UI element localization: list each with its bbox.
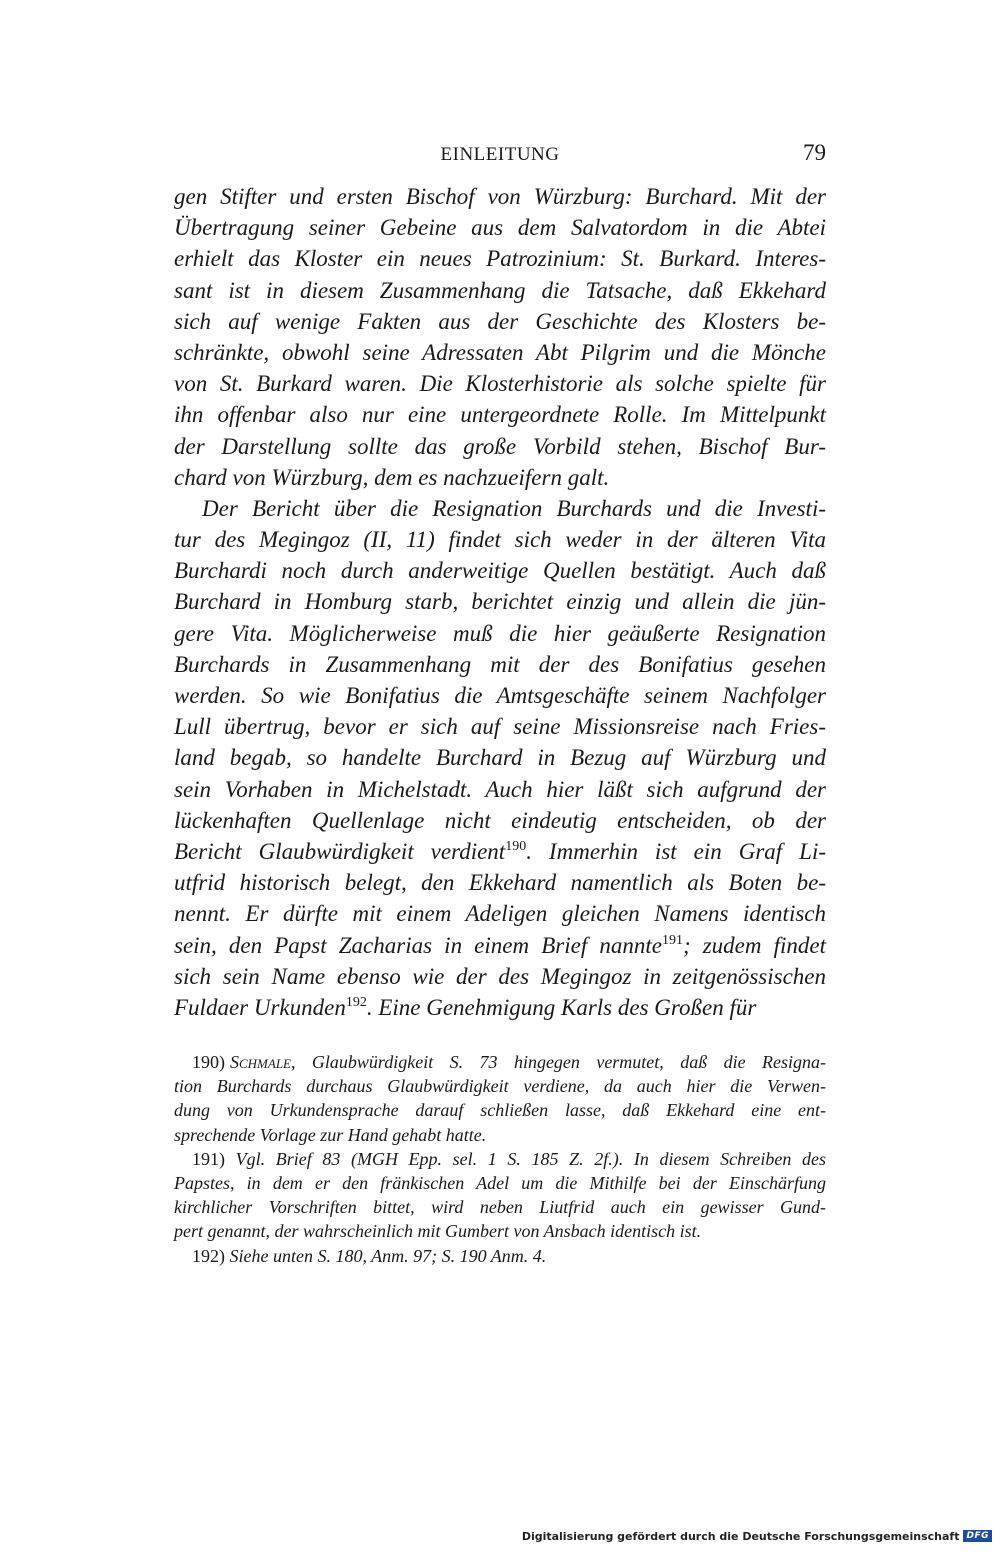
footnote-ref: 192 <box>345 994 367 1010</box>
page-header <box>174 140 826 170</box>
text-line <box>174 337 826 368</box>
text-line <box>174 181 826 212</box>
line-text: Der Bericht über die Resignation Burchards und die Investi- <box>202 495 826 521</box>
text-line <box>174 243 826 274</box>
footnote-text: tion Burchards durchaus Glaubwürdigkeit verdiene, da auch hier die Verwen- <box>174 1076 826 1097</box>
line-text: Lull übertrug, bevor er sich auf seine Missionsreise nach Fries- <box>174 714 826 740</box>
text-line <box>174 275 826 306</box>
line-text: sich sein Name ebenso wie der des Megingoz in zeitgenössischen <box>174 963 826 989</box>
text-line <box>174 836 826 867</box>
line-text: . Eine Genehmigung Karls des Großen für <box>366 994 757 1020</box>
line-text: gere Vita. Möglicherweise muß die hier geäußerte Resignation <box>174 620 826 646</box>
text-line <box>174 680 826 711</box>
text-line <box>174 711 826 742</box>
footnote-number: 191) <box>192 1148 225 1169</box>
footnote-number: 192) <box>192 1245 225 1266</box>
text-line <box>174 399 826 430</box>
text-line <box>174 555 826 586</box>
text-line <box>174 524 826 555</box>
line-text: erhielt das Kloster ein neues Patrozinium: St. Burkard. Interes- <box>174 246 826 272</box>
line-text: sich auf wenige Fakten aus der Geschichte des Klosters be- <box>174 308 826 334</box>
footnote-text: pert genannt, der wahrscheinlich mit Gumbert von Ansbach identisch ist. <box>174 1221 702 1242</box>
line-text: sant ist in diesem Zusammenhang die Tatsache, daß Ekkehard <box>174 277 826 303</box>
line-text: schränkte, obwohl seine Adressaten Abt Pilgrim und die Mönche <box>174 339 826 365</box>
line-text: nennt. Er dürfte mit einem Adeligen gleichen Namens identisch <box>174 901 826 927</box>
line-text: lückenhaften Quellenlage nicht eindeutig entscheiden, ob der <box>174 807 826 833</box>
footnote-line <box>174 1171 826 1195</box>
text-line <box>174 867 826 898</box>
footnote-text: kirchlicher Vorschriften bittet, wird neben Liutfrid auch ein gewisser Gund- <box>174 1197 826 1218</box>
line-text: Burchards in Zusammenhang mit der des Bonifatius gesehen <box>174 651 826 677</box>
text-line <box>174 961 826 992</box>
line-text: ihn offenbar also nur eine untergeordnete Rolle. Im Mittelpunkt <box>174 402 826 428</box>
footnote-line <box>174 1147 826 1171</box>
text-line <box>174 649 826 680</box>
dfg-watermark <box>522 1528 992 1544</box>
line-text: sein, den Papst Zacharias in einem Brief nannte <box>174 932 662 958</box>
line-text: land begab, so handelte Burchard in Bezug auf Würzburg und <box>174 745 826 771</box>
line-text: von St. Burkard waren. Die Klosterhistorie als solche spielte für <box>174 371 826 397</box>
dfg-logo-icon: DFG <box>963 1530 992 1542</box>
line-text: ; zudem findet <box>682 932 826 958</box>
text-line <box>174 618 826 649</box>
footnote-text: , Glaubwürdigkeit S. 73 hingegen vermutet, daß die Resigna- <box>291 1052 826 1072</box>
footnote-line <box>174 1244 826 1268</box>
text-line <box>174 742 826 773</box>
footnote-ref: 190 <box>505 838 527 854</box>
line-text: Bericht Glaubwürdigkeit verdient <box>174 838 506 864</box>
footnote-text: dung von Urkundensprache darauf schließen lasse, daß Ekkehard eine ent- <box>174 1100 826 1121</box>
line-text: der Darstellung sollte das große Vorbild stehen, Bischof Bur- <box>174 433 826 459</box>
footnote-text: sprechende Vorlage zur Hand gehabt hatte. <box>174 1124 487 1145</box>
page-number: 79 <box>803 140 826 165</box>
footnote-line <box>174 1123 826 1147</box>
footnote-line <box>174 1050 826 1074</box>
line-text: werden. So wie Bonifatius die Amtsgeschäfte seinem Nachfolger <box>174 683 826 708</box>
body-text <box>174 181 826 1023</box>
text-line <box>174 306 826 337</box>
footnote-ref: 191 <box>661 932 683 948</box>
footnote-text: Vgl. Brief 83 (MGH Epp. sel. 1 S. 185 Z. 2f.). In diesem Schreiben des <box>225 1148 826 1169</box>
line-text: Fuldaer Urkunden <box>174 994 346 1020</box>
running-head: EINLEITUNG <box>440 144 560 165</box>
text-line <box>174 212 826 243</box>
text-line <box>174 805 826 836</box>
footnote-line <box>174 1098 826 1122</box>
text-line <box>174 368 826 399</box>
text-line <box>174 493 826 524</box>
footnote-text: Siehe unten S. 180, Anm. 97; S. 190 Anm. 4. <box>225 1245 547 1266</box>
footnote-number: 190) <box>192 1052 225 1072</box>
line-text: chard von Würzburg, dem es nachzueifern galt. <box>174 464 610 490</box>
text-line <box>174 586 826 617</box>
line-text: Burchardi noch durch anderweitige Quellen bestätigt. Auch daß <box>174 558 826 584</box>
line-text: gen Stifter und ersten Bischof von Würzburg: Burchard. Mit der <box>174 184 826 209</box>
line-text: tur des Megingoz (II, 11) findet sich weder in der älteren Vita <box>174 527 826 553</box>
line-text: . Immerhin ist ein Graf Li- <box>526 838 826 864</box>
footnote-line <box>174 1074 826 1098</box>
line-text: Burchard in Homburg starb, berichtet einzig und allein die jün- <box>174 589 826 615</box>
footnote-line <box>174 1219 826 1243</box>
text-line <box>174 930 826 961</box>
line-text: Übertragung seiner Gebeine aus dem Salvatordom in die Abtei <box>174 215 826 241</box>
footnote-line <box>174 1195 826 1219</box>
text-line <box>174 774 826 805</box>
line-text: utfrid historisch belegt, den Ekkehard namentlich als Boten be- <box>174 870 826 896</box>
text-line <box>174 431 826 462</box>
footnotes <box>174 1050 826 1268</box>
line-text: sein Vorhaben in Michelstadt. Auch hier läßt sich aufgrund der <box>174 776 826 802</box>
footnote-text: Papstes, in dem er den fränkischen Adel um die Mithilfe bei der Einschärfung <box>174 1172 826 1193</box>
text-line <box>174 462 826 493</box>
text-line <box>174 992 826 1023</box>
author-name: Schmale <box>230 1052 291 1072</box>
text-line <box>174 898 826 929</box>
watermark-text: Digitalisierung gefördert durch die Deutsche Forschungsgemeinschaft <box>521 1529 960 1543</box>
